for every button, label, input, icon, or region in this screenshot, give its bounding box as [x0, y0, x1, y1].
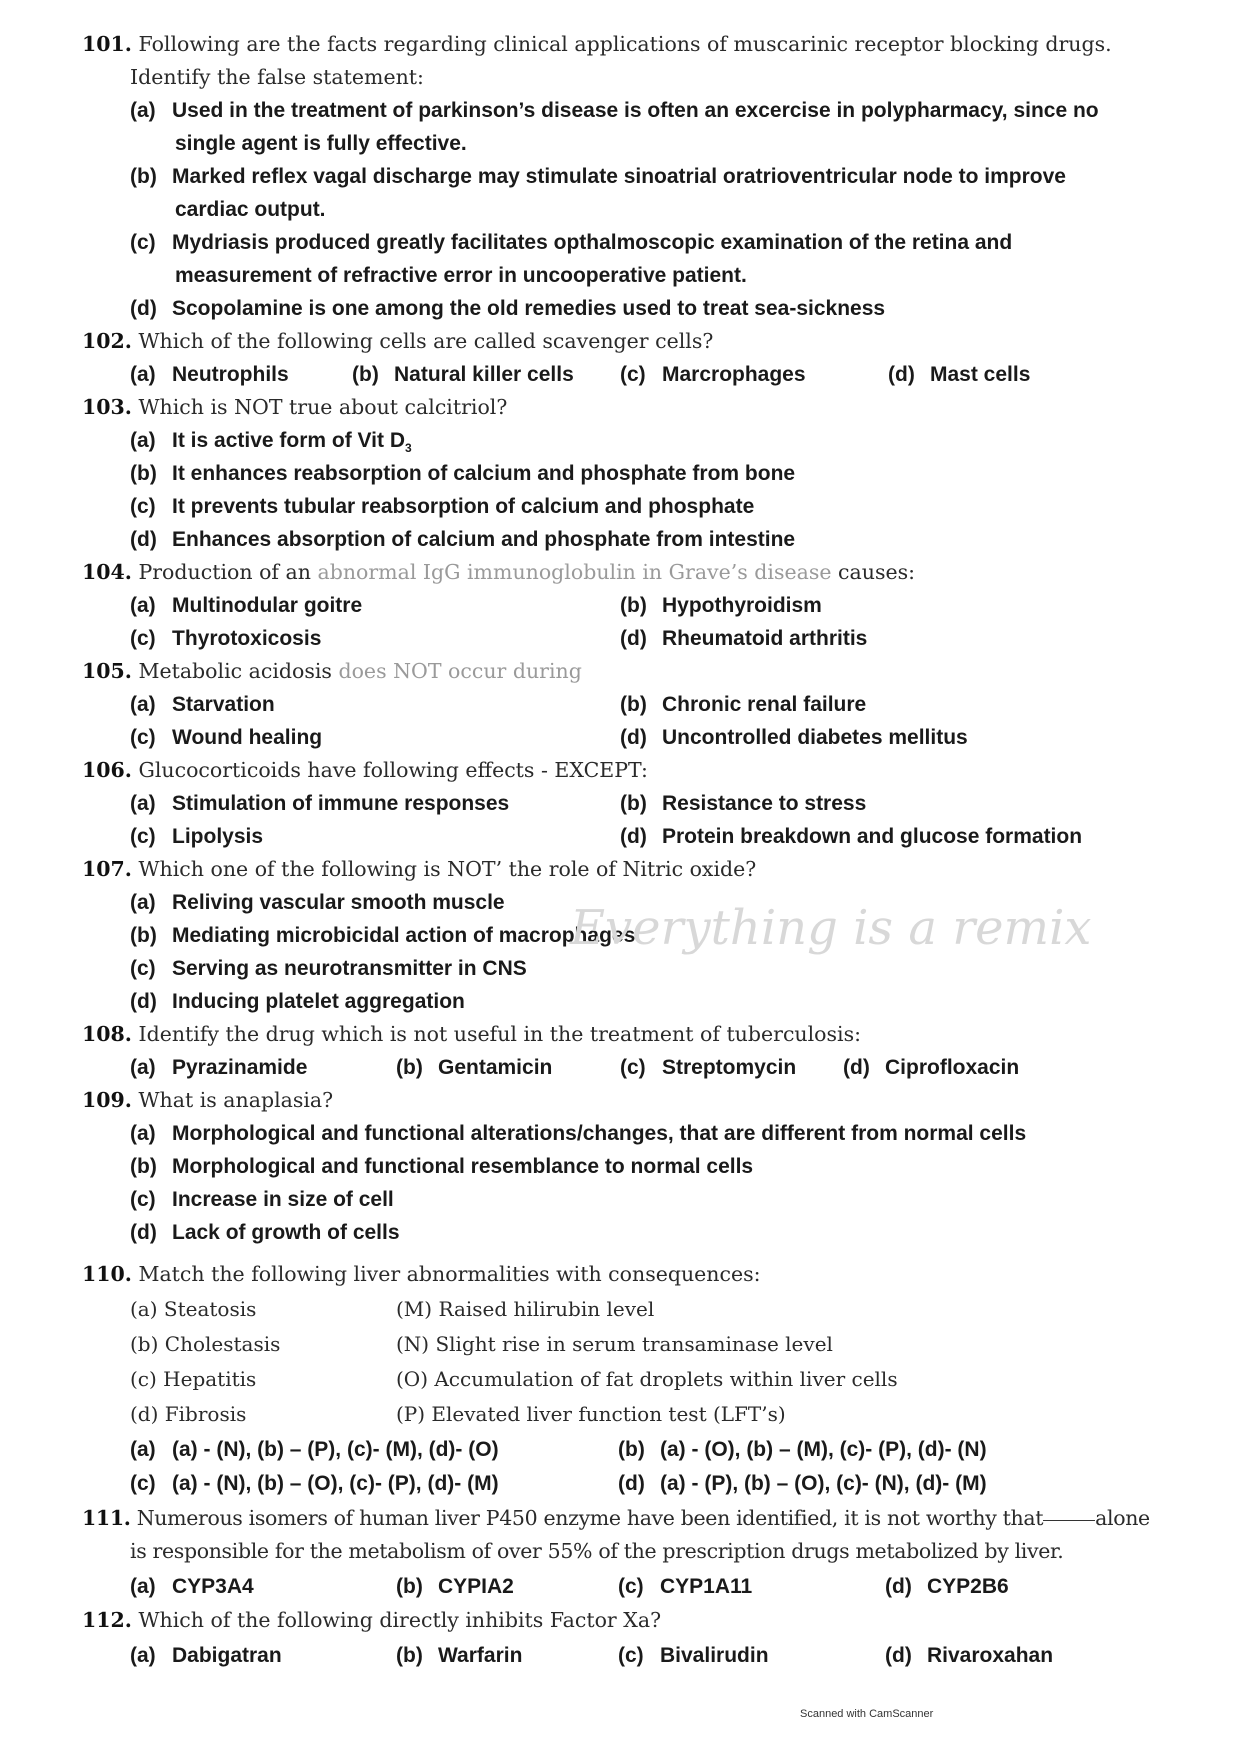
match-left-2: (b) Cholestasis	[130, 1332, 281, 1356]
option-106-c: (c) Lipolysis	[130, 825, 264, 848]
question-102: 102. Which of the following cells are called scavenger cells?	[82, 329, 714, 353]
question-stem: Which of the following directly inhibits Factor Xa?	[138, 1608, 662, 1632]
option-105-d: (d) Uncontrolled diabetes mellitus	[620, 726, 968, 749]
option-104-c: (c) Thyrotoxicosis	[130, 627, 322, 650]
option-109-c: (c) Increase in size of cell	[130, 1188, 394, 1211]
option-111-c: (c) CYP1A11	[618, 1575, 753, 1598]
match-right-2: (N) Slight rise in serum transaminase level	[396, 1332, 833, 1356]
question-stem: Following are the facts regarding clinical applications of muscarinic receptor blocking drugs.	[138, 32, 1112, 56]
match-right-3: (O) Accumulation of fat droplets within liver cells	[396, 1367, 898, 1391]
question-107: 107. Which one of the following is NOT’ the role of Nitric oxide?	[82, 857, 757, 881]
match-left-1: (a) Steatosis	[130, 1297, 257, 1321]
fill-in-blank	[1043, 1519, 1095, 1521]
option-110-a: (a) (a) - (N), (b) – (P), (c)- (M), (d)- (O)	[130, 1438, 499, 1461]
question-111: 111. Numerous isomers of human liver P450 enzyme have been identified, it is not worthy that alone is responsible for the metabolism of over 55% of the prescription drugs metabolized by liver.	[82, 1506, 1150, 1563]
option-105-c: (c) Wound healing	[130, 726, 323, 749]
option-107-d: (d) Inducing platelet aggregation	[130, 990, 465, 1013]
question-stem: Which of the following cells are called scavenger cells?	[138, 329, 714, 353]
question-stem: Identify the drug which is not useful in the treatment of tuberculosis:	[138, 1022, 862, 1046]
match-right-1: (M) Raised hilirubin level	[396, 1297, 655, 1321]
option-102-b: (b) Natural killer cells	[352, 363, 574, 386]
question-112: 112. Which of the following directly inhibits Factor Xa?	[82, 1608, 662, 1632]
option-101-b: (b) Marked reflex vagal discharge may stimulate sinoatrial oratrioventricular node to improve cardiac output.	[130, 165, 1066, 221]
question-108: 108. Identify the drug which is not useful in the treatment of tuberculosis:	[82, 1022, 862, 1046]
question-109: 109. What is anaplasia?	[82, 1088, 334, 1112]
question-stem: Which one of the following is NOT’ the role of Nitric oxide?	[138, 857, 757, 881]
option-107-a: (a) Reliving vascular smooth muscle	[130, 891, 505, 914]
option-103-c: (c) It prevents tubular reabsorption of calcium and phosphate	[130, 495, 755, 518]
question-stem: Glucocorticoids have following effects - EXCEPT:	[138, 758, 648, 782]
option-106-d: (d) Protein breakdown and glucose formation	[620, 825, 1083, 848]
option-110-d: (d) (a) - (P), (b) – (O), (c)- (N), (d)- (M)	[618, 1472, 987, 1495]
option-112-b: (b) Warfarin	[396, 1644, 523, 1667]
option-103-b: (b) It enhances reabsorption of calcium and phosphate from bone	[130, 462, 796, 485]
option-109-b: (b) Morphological and functional resemblance to normal cells	[130, 1155, 754, 1178]
option-106-b: (b) Resistance to stress	[620, 792, 867, 815]
option-108-c: (c) Streptomycin	[620, 1056, 797, 1079]
option-108-d: (d) Ciprofloxacin	[843, 1056, 1020, 1079]
question-103: 103. Which is NOT true about calcitriol?	[82, 395, 508, 419]
option-112-a: (a) Dabigatran	[130, 1644, 282, 1667]
option-112-d: (d) Rivaroxahan	[885, 1644, 1054, 1667]
option-101-c: (c) Mydriasis produced greatly facilitates opthalmoscopic examination of the retina and measurement of refractive error in uncooperative patient.	[130, 231, 1013, 287]
question-stem: What is anaplasia?	[138, 1088, 334, 1112]
option-107-c: (c) Serving as neurotransmitter in CNS	[130, 957, 527, 980]
question-105: 105. Metabolic acidosis does NOT occur during	[82, 659, 582, 683]
option-111-a: (a) CYP3A4	[130, 1575, 254, 1598]
option-111-d: (d) CYP2B6	[885, 1575, 1009, 1598]
question-number: 101.	[82, 32, 132, 56]
watermark-text: Everything is a remix	[570, 900, 1092, 956]
option-108-b: (b) Gentamicin	[396, 1056, 553, 1079]
option-104-a: (a) Multinodular goitre	[130, 594, 363, 617]
option-110-c: (c) (a) - (N), (b) – (O), (c)- (P), (d)- (M)	[130, 1472, 499, 1495]
question-104: 104. Production of an abnormal IgG immunoglobulin in Grave’s disease causes:	[82, 560, 916, 584]
question-110: 110. Match the following liver abnormalities with consequences:	[82, 1262, 761, 1286]
option-105-a: (a) Starvation	[130, 693, 275, 716]
question-stem: Which is NOT true about calcitriol?	[138, 395, 508, 419]
option-110-b: (b) (a) - (O), (b) – (M), (c)- (P), (d)- (N)	[618, 1438, 987, 1461]
scanner-footer: Scanned with CamScanner	[800, 1708, 934, 1720]
option-101-d: (d) Scopolamine is one among the old remedies used to treat sea-sickness	[130, 297, 886, 320]
match-left-3: (c) Hepatitis	[130, 1367, 257, 1391]
option-102-a: (a) Neutrophils	[130, 363, 289, 386]
question-stem-continued: Identify the false statement:	[130, 65, 424, 89]
option-101-a: (a) Used in the treatment of parkinson’s disease is often an excercise in polypharmacy, since no single agent is fully effective.	[130, 99, 1099, 155]
option-104-d: (d) Rheumatoid arthritis	[620, 627, 868, 650]
option-111-b: (b) CYPIA2	[396, 1575, 514, 1598]
question-101	[82, 28, 1162, 94]
match-right-4: (P) Elevated liver function test (LFT’s)	[396, 1402, 786, 1426]
option-106-a: (a) Stimulation of immune responses	[130, 792, 510, 815]
option-108-a: (a) Pyrazinamide	[130, 1056, 308, 1079]
option-112-c: (c) Bivalirudin	[618, 1644, 769, 1667]
option-102-c: (c) Marcrophages	[620, 363, 806, 386]
option-107-b: (b) Mediating microbicidal action of macrophages	[130, 924, 636, 947]
option-105-b: (b) Chronic renal failure	[620, 693, 867, 716]
option-102-d: (d) Mast cells	[888, 363, 1031, 386]
match-left-4: (d) Fibrosis	[130, 1402, 247, 1426]
question-106: 106. Glucocorticoids have following effects - EXCEPT:	[82, 758, 648, 782]
option-103-a: (a) It is active form of Vit $D_3$	[130, 429, 412, 456]
option-109-a: (a) Morphological and functional alterations/changes, that are different from normal cells	[130, 1122, 1027, 1145]
option-109-d: (d) Lack of growth of cells	[130, 1221, 400, 1244]
option-103-d: (d) Enhances absorption of calcium and phosphate from intestine	[130, 528, 796, 551]
option-104-b: (b) Hypothyroidism	[620, 594, 822, 617]
question-stem: Match the following liver abnormalities with consequences:	[138, 1262, 761, 1286]
